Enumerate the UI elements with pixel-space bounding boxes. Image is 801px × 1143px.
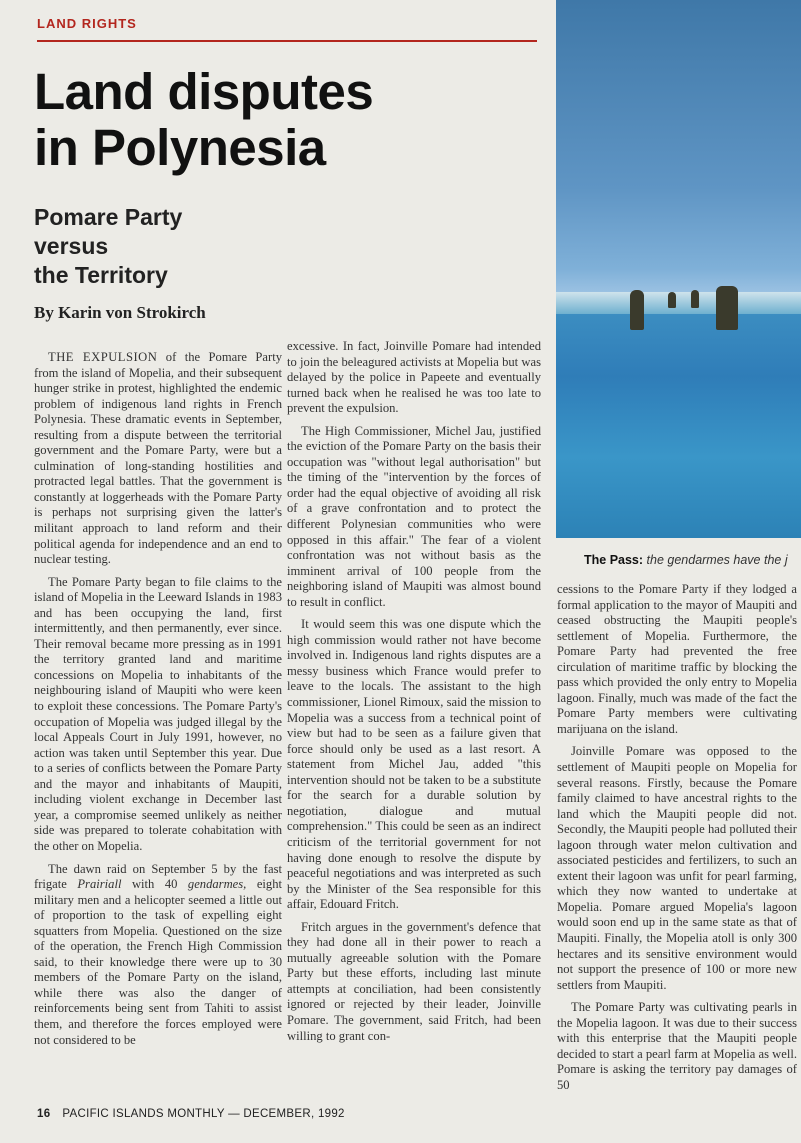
paragraph-text: of the Pomare Party from the island of Mopelia, and their subsequent hunger strike in protest, highlighted the endemic problem of indigenous land rights in French Polynesia. These dramatic events in September, resulting from a dispute between the territorial government and the Pomare Party, were but a culmination of long-standing hostilities and protracted legal battles. That the government is constantly at loggerheads with the Pomare Party is perhaps not surprising given the latter's militant approach to land reform and their political agenda for independence and an end to nuclear testing. xyxy=(34,350,282,567)
paragraph xyxy=(34,350,282,568)
page-number: 16 xyxy=(37,1108,51,1120)
headline xyxy=(34,64,534,176)
photo-person xyxy=(691,290,699,308)
paragraph: Joinville Pomare was opposed to the settlement of Maupiti people on Mopelia for several reasons. Firstly, because the Pomare family claimed to have ancestral rights to the land which the Maupiti people did not. Secondly, the Maupiti people had polluted their lagoon through water melon cultivation and associated pesticides and fertilizers, to such an extent their lagoon was unfit for pearl farming, which they now wanted to undertake at Mopelia. Pomare argued Mopelia's lagoon would soon end up in the same state as that of Maupiti. Finally, the Mopelia atoll is only 300 hectares and its sensitive environment would not support the presence of 100 or more new settlers from Maupiti. xyxy=(557,744,797,992)
paragraph-text: eight military men and a helicopter seemed a little out of proportion to the task of expelling eight squatters from Mopelia. Questioned on the size of the operation, the French High Commission said, to their knowledge there were up to 30 members of the Pomare Party on the island, while there was also the danger of reinforcements being sent from Tahiti to assist them, and therefore the forces employed were not considered to be xyxy=(34,877,282,1047)
page-footer xyxy=(37,1108,345,1120)
publication-line: PACIFIC ISLANDS MONTHLY — DECEMBER, 1992 xyxy=(62,1108,345,1120)
subheadline-line-1: Pomare Party xyxy=(34,204,183,230)
subheadline xyxy=(34,203,334,290)
byline: By Karin von Strokirch xyxy=(34,303,206,322)
paragraph: It would seem this was one dispute which the high commission would rather not have become involved in. Indigenous land rights disputes are a messy business which France would prefer to leave to the locals. The assistant to the high commissioner, Lionel Rimoux, said the mission to Mopelia was a success from a technical point of view but had to be seen as a failure given that force should only be used as a last resort. A statement from Michel Jau, added "this intervention should not be taken to be a substitute for the search for a durable solution by negotiation, dialogue and mutual comprehension." This could be seen as an indirect criticism of the territorial government for not having done enough to resolve the dispute by peaceful negotiations and was interpreted as such by the Minister of the Sea responsible for this affair, Edouard Fritch. xyxy=(287,617,541,912)
ship-name: Prairiall xyxy=(77,877,122,892)
paragraph: The High Commissioner, Michel Jau, justified the eviction of the Pomare Party on the basis their occupation was "without legal authorisation" but the timing of the "intervention by the forces of order had the equal objective of avoiding all risk of a grave confrontation and to protect the different Polynesian communities who were opposed in this affair." The fear of a violent confrontation was not without basis as the imminent arrival of 100 people from the neighboring island of Maupiti was almost bound to result in conflict. xyxy=(287,423,541,609)
photo-caption xyxy=(584,553,801,567)
headline-line-2: in Polynesia xyxy=(34,119,326,176)
paragraph-text: with 40 xyxy=(121,877,188,892)
paragraph-text: The dawn raid on September 5 by the fast frigate xyxy=(34,861,282,892)
lagoon-photo xyxy=(556,0,801,538)
caption-text: the gendarmes have the j xyxy=(643,553,788,567)
article-column-3 xyxy=(557,582,797,1094)
paragraph xyxy=(34,862,282,1049)
paragraph: The Pomare Party began to file claims to the island of Mopelia in the Leeward Islands in 1983 and has been occupying the land, first intermittently, and then permanently, ever since. Their removal became more pressing as in 1991 the territory granted land and maritime concessions on Mopelia to inhabitants of the neighbouring island of Maupiti who were keen to exploit these concessions. The Pomare Party's occupation of Mopelia was judged illegal by the local Appeals Court in July 1991, however, no action was taken until September this year. Due to a series of conflicts between the Pomare Party and the mayor and inhabitants of Maupiti, including violent exchange in December last year, a compromise seemed unlikely as neither side was prepared to tolerate cohabitation with the other on Mopelia. xyxy=(34,574,282,853)
photo-person xyxy=(716,286,738,330)
photo-person xyxy=(668,292,676,308)
section-label: LAND RIGHTS xyxy=(37,16,137,31)
paragraph: excessive. In fact, Joinville Pomare had intended to join the beleagured activists at Mopelia but was delayed by the police in Papeete and eventually turned back when he realised he was too late to prevent the expulsion. xyxy=(287,339,541,416)
paragraph: The Pomare Party was cultivating pearls in the Mopelia lagoon. It was due to their success with this enterprise that the Maupiti people decided to start a pearl farm at Mopelia as well. Pomare is asking the territory pay damages of 50 xyxy=(557,1000,797,1092)
lead-in: THE EXPULSION xyxy=(48,350,158,364)
article-column-2 xyxy=(287,339,541,1044)
photo-shoreline xyxy=(556,292,801,314)
paragraph: Fritch argues in the government's defence that they had done all in their power to reach a mutually agreeable solution with the Pomare Party but these efforts, including last minute attempts at conciliation, had been consistently ignored or rejected by their leader, Joinville Pomare. The government, said Fritch, had been willing to grant con- xyxy=(287,919,541,1043)
headline-line-1: Land disputes xyxy=(34,63,374,120)
article-column-1 xyxy=(34,350,282,1048)
photo-person xyxy=(630,290,644,330)
subheadline-line-3: the Territory xyxy=(34,262,168,288)
paragraph: cessions to the Pomare Party if they lodged a formal application to the mayor of Maupiti and ceased obstructing the Maupiti people's settlement of Mopelia. Furthermore, the Pomare Party had prevented the free circulation of maritime traffic by blocking the pass which provided the only entry to Mopelia lagoon. Finally, much was made of the fact the Pomare Party members were cultivating marijuana on the island. xyxy=(557,582,797,736)
subheadline-line-2: versus xyxy=(34,233,109,259)
section-rule xyxy=(37,40,537,42)
italic-term: gendarmes, xyxy=(187,877,247,892)
caption-label: The Pass: xyxy=(584,553,644,567)
